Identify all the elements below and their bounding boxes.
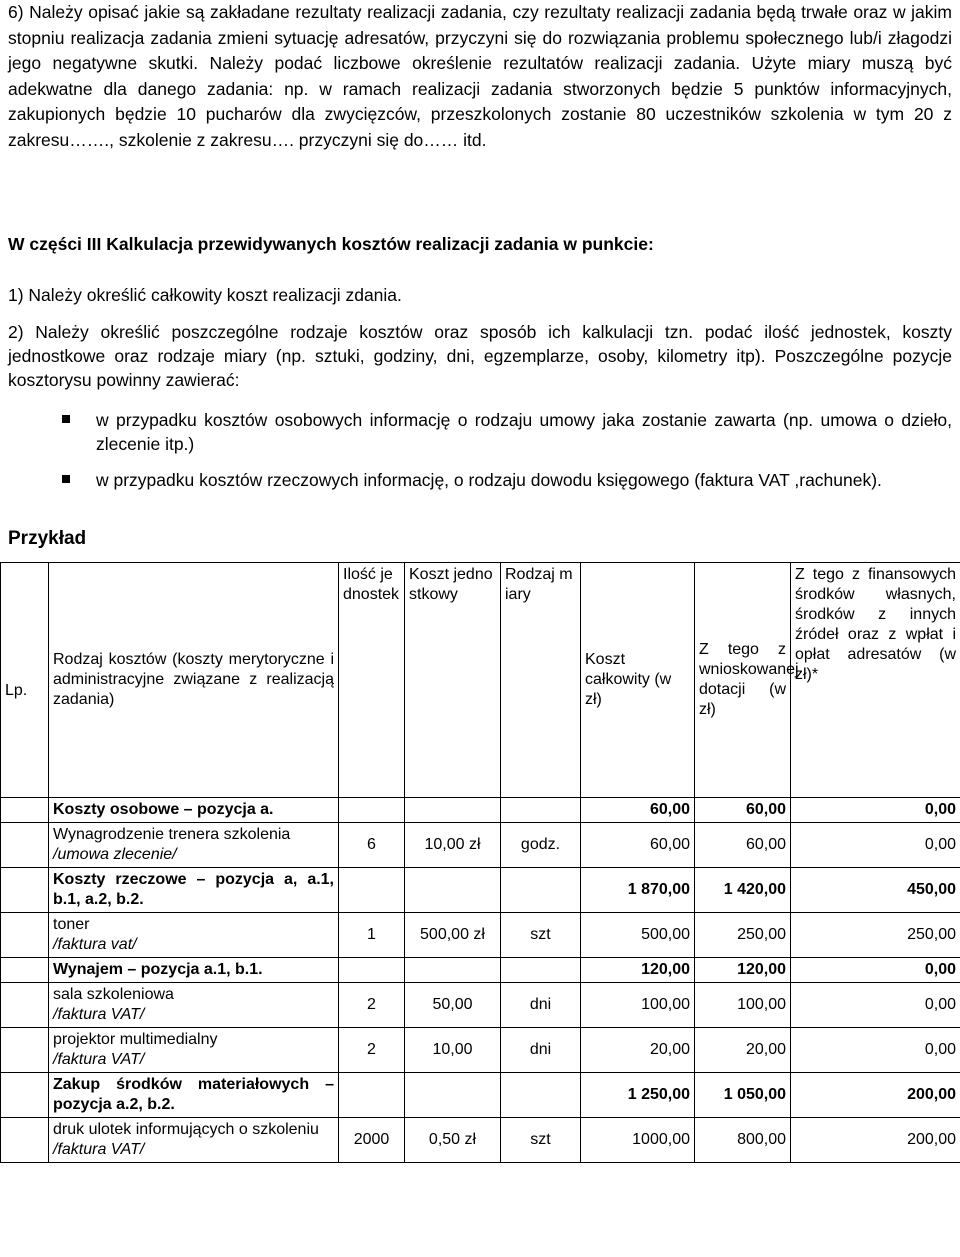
cost-document-note: /umowa zlecenie/ bbox=[53, 846, 177, 863]
header-koszt-jednostkowy: Koszt jednostkowy bbox=[405, 563, 501, 798]
cell-grant: 800,00 bbox=[695, 1118, 791, 1163]
cell-own: 450,00 bbox=[791, 868, 960, 913]
cell-grant: 120,00 bbox=[695, 958, 791, 983]
cell-unit-cost: 0,50 zł bbox=[405, 1118, 501, 1163]
cost-name: Wynagrodzenie trenera szkolenia bbox=[53, 826, 291, 843]
cell-grant: 250,00 bbox=[695, 913, 791, 958]
cell-total: 60,00 bbox=[581, 798, 695, 823]
cost-name: sala szkoleniowa bbox=[53, 986, 174, 1003]
cell-own: 0,00 bbox=[791, 798, 960, 823]
bullet-text: w przypadku kosztów osobowych informację o rodzaju umowy jaka zostanie zawarta (np. umowa o dzieło, zlecenie itp.) bbox=[96, 410, 952, 454]
cell-measure: dni bbox=[501, 1028, 581, 1073]
cell-name bbox=[49, 823, 339, 868]
cost-name: Zakup środków materiałowych – pozycja a.2, b.2. bbox=[53, 1076, 334, 1113]
cell-total: 20,00 bbox=[581, 1028, 695, 1073]
cell-measure bbox=[501, 1073, 581, 1118]
cost-document-note: /faktura VAT/ bbox=[53, 1006, 145, 1023]
cell-name bbox=[49, 913, 339, 958]
cost-name: Koszty rzeczowe – pozycja a, a.1, b.1, a.2, b.2. bbox=[53, 871, 334, 908]
cell-quantity: 2 bbox=[339, 1028, 405, 1073]
cell-lp bbox=[1, 1073, 49, 1118]
cell-name bbox=[49, 1118, 339, 1163]
square-bullet-icon bbox=[62, 415, 70, 423]
cell-own: 0,00 bbox=[791, 1028, 960, 1073]
cell-name bbox=[49, 1028, 339, 1073]
cell-quantity: 1 bbox=[339, 913, 405, 958]
bullet-item bbox=[60, 468, 952, 492]
cell-unit-cost bbox=[405, 868, 501, 913]
instruction-item-1: 1) Należy określić całkowity koszt realizacji zdania. bbox=[8, 285, 402, 305]
cell-measure: godz. bbox=[501, 823, 581, 868]
cell-measure bbox=[501, 958, 581, 983]
cost-name: druk ulotek informujących o szkoleniu bbox=[53, 1121, 319, 1138]
cell-name bbox=[49, 868, 339, 913]
instruction-item-2: 2) Należy określić poszczególne rodzaje kosztów oraz sposób ich kalkulacji tzn. podać ilość jednostek, koszty jednostkowe oraz rodzaje miary (np. sztuki, godziny, dni, egzemplarze, osoby, kilometry itp). Poszczególne pozycje kosztorysu powinny zawierać: bbox=[8, 322, 952, 390]
table-row bbox=[1, 1118, 960, 1163]
table-row bbox=[1, 868, 960, 913]
cell-measure: dni bbox=[501, 983, 581, 1028]
header-dotacja: Z tego z wnioskowanej dotacji (w zł) bbox=[695, 563, 791, 798]
cell-measure: szt bbox=[501, 913, 581, 958]
cell-quantity bbox=[339, 958, 405, 983]
cost-document-note: /faktura VAT/ bbox=[53, 1141, 145, 1158]
cell-name bbox=[49, 958, 339, 983]
cost-document-note: /faktura vat/ bbox=[53, 936, 137, 953]
cell-grant: 1 050,00 bbox=[695, 1073, 791, 1118]
cell-name bbox=[49, 798, 339, 823]
cell-unit-cost bbox=[405, 1073, 501, 1118]
cell-unit-cost: 10,00 bbox=[405, 1028, 501, 1073]
cell-lp bbox=[1, 868, 49, 913]
cell-total: 500,00 bbox=[581, 913, 695, 958]
cell-quantity bbox=[339, 1073, 405, 1118]
cell-grant: 1 420,00 bbox=[695, 868, 791, 913]
cell-total: 1 870,00 bbox=[581, 868, 695, 913]
cell-total: 1 250,00 bbox=[581, 1073, 695, 1118]
header-ilosc: Ilość jednostek bbox=[339, 563, 405, 798]
cell-lp bbox=[1, 823, 49, 868]
cell-unit-cost: 500,00 zł bbox=[405, 913, 501, 958]
cell-measure bbox=[501, 798, 581, 823]
cell-unit-cost bbox=[405, 798, 501, 823]
cell-grant: 60,00 bbox=[695, 823, 791, 868]
cost-table bbox=[0, 562, 960, 1163]
cost-document-note: /faktura VAT/ bbox=[53, 1051, 145, 1068]
cell-own: 200,00 bbox=[791, 1118, 960, 1163]
cell-own: 200,00 bbox=[791, 1073, 960, 1118]
header-wlasne: Z tego z finansowych środków własnych, środków z innych źródeł oraz z wpłat i opłat adresatów (w zł)* bbox=[791, 563, 960, 798]
cell-quantity: 2000 bbox=[339, 1118, 405, 1163]
cell-quantity bbox=[339, 798, 405, 823]
cell-measure: szt bbox=[501, 1118, 581, 1163]
cell-lp bbox=[1, 1118, 49, 1163]
cell-total: 120,00 bbox=[581, 958, 695, 983]
cell-own: 250,00 bbox=[791, 913, 960, 958]
cell-quantity bbox=[339, 868, 405, 913]
table-row bbox=[1, 798, 960, 823]
cell-total: 60,00 bbox=[581, 823, 695, 868]
example-heading: Przykład bbox=[8, 528, 87, 549]
bullet-text: w przypadku kosztów rzeczowych informację, o rodzaju dowodu księgowego (faktura VAT ,rachunek). bbox=[96, 470, 882, 490]
bullet-list bbox=[60, 408, 952, 504]
square-bullet-icon bbox=[62, 475, 70, 483]
cell-own: 0,00 bbox=[791, 983, 960, 1028]
cell-unit-cost: 10,00 zł bbox=[405, 823, 501, 868]
cell-lp bbox=[1, 913, 49, 958]
cost-name: toner bbox=[53, 916, 90, 933]
cost-name: Wynajem – pozycja a.1, b.1. bbox=[53, 961, 263, 978]
cell-grant: 100,00 bbox=[695, 983, 791, 1028]
cell-name bbox=[49, 983, 339, 1028]
cell-quantity: 2 bbox=[339, 983, 405, 1028]
cell-quantity: 6 bbox=[339, 823, 405, 868]
cell-measure bbox=[501, 868, 581, 913]
cell-own: 0,00 bbox=[791, 958, 960, 983]
cell-lp bbox=[1, 798, 49, 823]
table-row bbox=[1, 1028, 960, 1073]
cell-unit-cost: 50,00 bbox=[405, 983, 501, 1028]
cell-unit-cost bbox=[405, 958, 501, 983]
cost-name: projektor multimedialny bbox=[53, 1031, 218, 1048]
bullet-item bbox=[60, 408, 952, 456]
header-rodzaj-miary: Rodzaj miary bbox=[501, 563, 581, 798]
header-koszt-calkowity: Koszt całkowity (w zł) bbox=[581, 563, 695, 798]
cell-lp bbox=[1, 1028, 49, 1073]
cell-grant: 20,00 bbox=[695, 1028, 791, 1073]
header-rodzaj: Rodzaj kosztów (koszty merytoryczne i administracyjne związane z realizacją zadania) bbox=[49, 563, 339, 798]
table-row bbox=[1, 983, 960, 1028]
cell-total: 100,00 bbox=[581, 983, 695, 1028]
cell-grant: 60,00 bbox=[695, 798, 791, 823]
table-row bbox=[1, 913, 960, 958]
section-heading: W części III Kalkulacja przewidywanych kosztów realizacji zadania w punkcie: bbox=[8, 234, 654, 254]
cell-own: 0,00 bbox=[791, 823, 960, 868]
table-row bbox=[1, 823, 960, 868]
table-row bbox=[1, 958, 960, 983]
table-row bbox=[1, 1073, 960, 1118]
cost-name: Koszty osobowe – pozycja a. bbox=[53, 801, 274, 818]
cell-name bbox=[49, 1073, 339, 1118]
table-header-row bbox=[1, 563, 960, 798]
cell-total: 1000,00 bbox=[581, 1118, 695, 1163]
paragraph-6: 6) Należy opisać jakie są zakładane rezultaty realizacji zadania, czy rezultaty realizacji zadania będą trwałe oraz w jakim stopniu realizacja zadania zmieni sytuację adresatów, przyczyni się do rozwiązania problemu społecznego lub/i złagodzi jego negatywne skutki. Należy podać liczbowe określenie rezultatów realizacji zadania. Użyte miary muszą być adekwatne dla danego zadania: np. w ramach realizacji zadania stworzonych będzie 5 punktów informacyjnych, zakupionych będzie 10 pucharów dla zwycięzców, przeszkolonych zostanie 80 uczestników szkolenia w tym 20 z zakresu……., szkolenie z zakresu…. przyczyni się do…… itd. bbox=[8, 2, 952, 150]
header-lp: Lp. bbox=[1, 563, 49, 798]
cell-lp bbox=[1, 958, 49, 983]
cell-lp bbox=[1, 983, 49, 1028]
